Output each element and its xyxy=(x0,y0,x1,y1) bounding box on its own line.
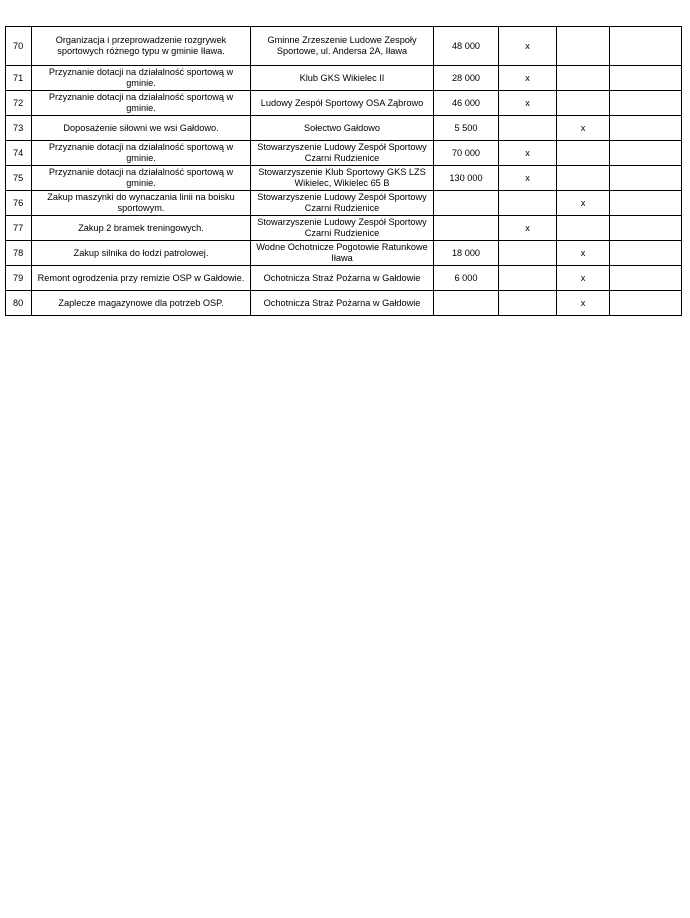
mark-cell-1: x xyxy=(499,27,557,66)
amount-cell: 130 000 xyxy=(434,166,499,191)
mark-cell-3 xyxy=(610,266,682,291)
entity-cell: Stowarzyszenie Ludowy Zespół Sportowy Czarni Rudzienice xyxy=(251,216,434,241)
entity-cell: Ochotnicza Straż Pożarna w Gałdowie xyxy=(251,291,434,316)
mark-cell-1: x xyxy=(499,166,557,191)
task-cell: Przyznanie dotacji na działalność sportową w gminie. xyxy=(32,66,251,91)
task-cell: Przyznanie dotacji na działalność sportową w gminie. xyxy=(32,166,251,191)
row-number: 79 xyxy=(6,266,32,291)
mark-cell-1: x xyxy=(499,216,557,241)
mark-cell-3 xyxy=(610,191,682,216)
table-row xyxy=(6,291,682,316)
amount-cell: 28 000 xyxy=(434,66,499,91)
mark-cell-2 xyxy=(557,216,610,241)
task-cell: Przyznanie dotacji na działalność sportową w gminie. xyxy=(32,141,251,166)
table-row xyxy=(6,191,682,216)
entity-cell: Ludowy Zespół Sportowy OSA Ząbrowo xyxy=(251,91,434,116)
mark-cell-2 xyxy=(557,166,610,191)
entity-cell: Wodne Ochotnicze Pogotowie Ratunkowe Iława xyxy=(251,241,434,266)
table-row xyxy=(6,141,682,166)
budget-table xyxy=(5,26,682,316)
task-cell: Zakup maszynki do wynaczania linii na boisku sportowym. xyxy=(32,191,251,216)
mark-cell-3 xyxy=(610,91,682,116)
entity-cell: Sołectwo Gałdowo xyxy=(251,116,434,141)
table-row xyxy=(6,91,682,116)
task-cell: Przyznanie dotacji na działalność sportową w gminie. xyxy=(32,91,251,116)
task-cell: Zaplecze magazynowe dla potrzeb OSP. xyxy=(32,291,251,316)
mark-cell-2: x xyxy=(557,291,610,316)
amount-cell xyxy=(434,191,499,216)
amount-cell: 5 500 xyxy=(434,116,499,141)
mark-cell-1: x xyxy=(499,66,557,91)
task-cell: Zakup 2 bramek treningowych. xyxy=(32,216,251,241)
mark-cell-1 xyxy=(499,291,557,316)
amount-cell: 18 000 xyxy=(434,241,499,266)
row-number: 75 xyxy=(6,166,32,191)
entity-cell: Stowarzyszenie Ludowy Zespół Sportowy Czarni Rudzienice xyxy=(251,141,434,166)
table-row xyxy=(6,116,682,141)
entity-cell: Klub GKS Wikielec II xyxy=(251,66,434,91)
task-cell: Remont ogrodzenia przy remizie OSP w Gałdowie. xyxy=(32,266,251,291)
row-number: 77 xyxy=(6,216,32,241)
task-cell: Zakup silnika do łodzi patrolowej. xyxy=(32,241,251,266)
amount-cell: 70 000 xyxy=(434,141,499,166)
row-number: 78 xyxy=(6,241,32,266)
amount-cell: 6 000 xyxy=(434,266,499,291)
mark-cell-1 xyxy=(499,116,557,141)
mark-cell-1 xyxy=(499,266,557,291)
mark-cell-2 xyxy=(557,91,610,116)
mark-cell-3 xyxy=(610,27,682,66)
mark-cell-2: x xyxy=(557,116,610,141)
mark-cell-3 xyxy=(610,116,682,141)
table-row xyxy=(6,241,682,266)
mark-cell-1: x xyxy=(499,91,557,116)
mark-cell-3 xyxy=(610,291,682,316)
mark-cell-1 xyxy=(499,241,557,266)
row-number: 76 xyxy=(6,191,32,216)
table-row xyxy=(6,27,682,66)
mark-cell-1: x xyxy=(499,141,557,166)
row-number: 70 xyxy=(6,27,32,66)
entity-cell: Stowarzyszenie Klub Sportowy GKS LZS Wikielec, Wikielec 65 B xyxy=(251,166,434,191)
amount-cell: 48 000 xyxy=(434,27,499,66)
row-number: 73 xyxy=(6,116,32,141)
row-number: 72 xyxy=(6,91,32,116)
entity-cell: Gminne Zrzeszenie Ludowe Zespoły Sportowe, ul. Andersa 2A, Iława xyxy=(251,27,434,66)
amount-cell xyxy=(434,291,499,316)
row-number: 80 xyxy=(6,291,32,316)
table-row xyxy=(6,216,682,241)
table-body xyxy=(6,27,682,316)
amount-cell xyxy=(434,216,499,241)
table-row xyxy=(6,66,682,91)
table-row xyxy=(6,266,682,291)
row-number: 74 xyxy=(6,141,32,166)
mark-cell-3 xyxy=(610,141,682,166)
mark-cell-2: x xyxy=(557,191,610,216)
mark-cell-2 xyxy=(557,27,610,66)
mark-cell-3 xyxy=(610,166,682,191)
row-number: 71 xyxy=(6,66,32,91)
table-row xyxy=(6,166,682,191)
amount-cell: 46 000 xyxy=(434,91,499,116)
mark-cell-2: x xyxy=(557,266,610,291)
entity-cell: Ochotnicza Straż Pożarna w Gałdowie xyxy=(251,266,434,291)
mark-cell-2 xyxy=(557,141,610,166)
mark-cell-3 xyxy=(610,216,682,241)
mark-cell-3 xyxy=(610,241,682,266)
mark-cell-1 xyxy=(499,191,557,216)
mark-cell-2: x xyxy=(557,241,610,266)
entity-cell: Stowarzyszenie Ludowy Zespół Sportowy Czarni Rudzienice xyxy=(251,191,434,216)
task-cell: Organizacja i przeprowadzenie rozgrywek sportowych różnego typu w gminie Iława. xyxy=(32,27,251,66)
mark-cell-3 xyxy=(610,66,682,91)
task-cell: Doposażenie siłowni we wsi Gałdowo. xyxy=(32,116,251,141)
mark-cell-2 xyxy=(557,66,610,91)
